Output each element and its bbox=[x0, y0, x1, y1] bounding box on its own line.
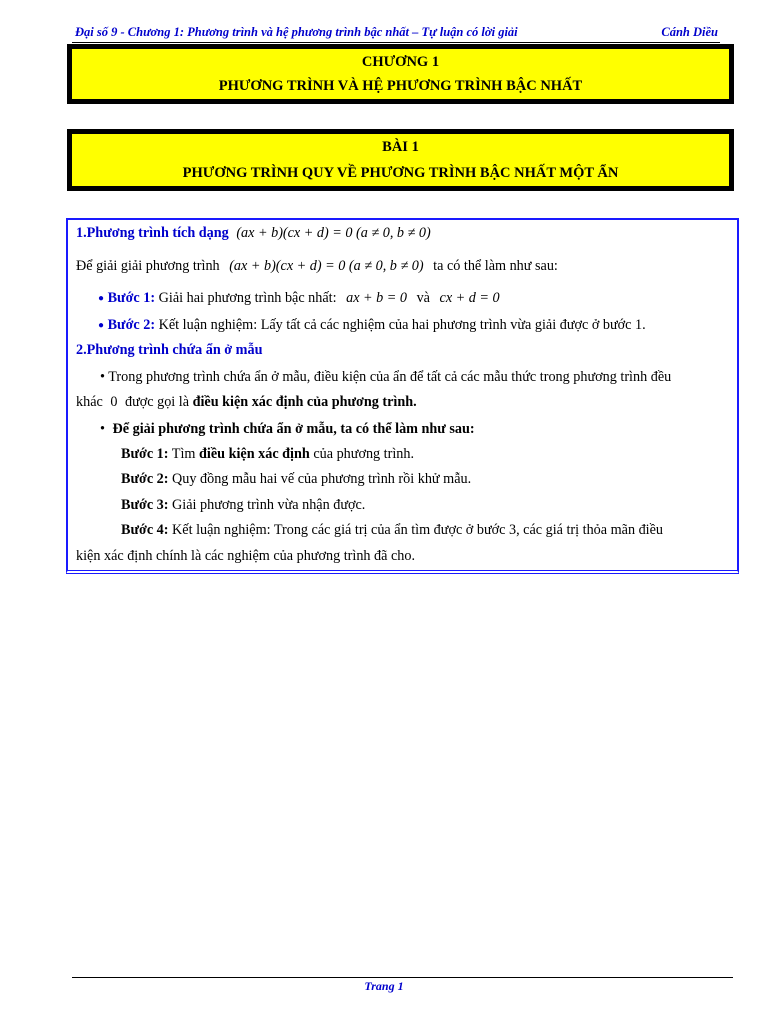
lesson-banner bbox=[67, 129, 734, 191]
chapter-banner bbox=[67, 44, 734, 104]
bullet-icon: ● bbox=[98, 320, 105, 331]
section2-para1-line1 bbox=[100, 369, 671, 386]
intro-tail: ta có thể làm như sau: bbox=[433, 258, 558, 274]
howto-text: Để giải phương trình chứa ẩn ở mẫu, ta có thể làm như sau: bbox=[112, 421, 475, 437]
section2-heading: 2.Phương trình chứa ẩn ở mẫu bbox=[76, 342, 263, 358]
page-number: Trang 1 bbox=[364, 979, 404, 993]
page-header bbox=[72, 24, 720, 43]
intro-text: Để giải giải phương trình bbox=[76, 258, 220, 274]
step1-label: Bước 1: bbox=[107, 290, 156, 306]
lesson-number: BÀI 1 bbox=[382, 139, 419, 155]
s1-bold: điều kiện xác định bbox=[199, 446, 310, 462]
section2-para1-line2 bbox=[76, 394, 417, 411]
header-series: Cánh Diều bbox=[661, 25, 718, 39]
bullet-icon: ● bbox=[98, 293, 105, 304]
s2-label: Bước 2: bbox=[121, 471, 169, 487]
section1-heading-line bbox=[76, 225, 431, 242]
footer-rule bbox=[72, 977, 733, 978]
section2-step3 bbox=[121, 497, 365, 514]
s1-b: của phương trình. bbox=[313, 446, 415, 462]
section2-step1 bbox=[121, 446, 414, 463]
step1-and: và bbox=[416, 290, 430, 306]
s1-a: Tìm bbox=[171, 446, 196, 462]
header-title: Đại số 9 - Chương 1: Phương trình và hệ phương trình bậc nhất – Tự luận có lời giải bbox=[75, 25, 518, 39]
section2-step4-line2 bbox=[76, 548, 415, 565]
s3-text: Giải phương trình vừa nhận được. bbox=[172, 497, 366, 513]
theory-box bbox=[66, 218, 739, 574]
bullet-icon: • bbox=[100, 369, 105, 385]
s1-label: Bước 1: bbox=[121, 446, 169, 462]
section1-intro bbox=[76, 258, 558, 275]
step2-text: Kết luận nghiệm: Lấy tất cả các nghiệm của hai phương trình vừa giải được ở bước 1. bbox=[158, 317, 646, 333]
lesson-title: PHƯƠNG TRÌNH QUY VỀ PHƯƠNG TRÌNH BẬC NHẤT MỘT ẨN bbox=[182, 165, 619, 181]
intro-formula: (ax + b)(cx + d) = 0 (a ≠ 0, b ≠ 0) bbox=[229, 258, 424, 274]
para1-line2-bold: điều kiện xác định của phương trình. bbox=[192, 394, 417, 410]
section1-step2 bbox=[98, 317, 646, 334]
step2-label: Bước 2: bbox=[107, 317, 156, 333]
step1-text: Giải hai phương trình bậc nhất: bbox=[158, 290, 337, 306]
s2-text: Quy đồng mẫu hai vế của phương trình rồi khử mẫu. bbox=[172, 471, 472, 487]
section2-step2 bbox=[121, 471, 471, 488]
para1-zero: 0 bbox=[110, 394, 118, 410]
para1-line1: Trong phương trình chứa ẩn ở mẫu, điều kiện của ẩn để tất cả các mẫu thức trong phương trình đều bbox=[108, 369, 672, 385]
step1-formula-b: cx + d = 0 bbox=[439, 290, 500, 306]
section2-step4 bbox=[121, 522, 663, 539]
step1-formula-a: ax + b = 0 bbox=[346, 290, 408, 306]
para1-line2-a: khác bbox=[76, 394, 103, 410]
section2-heading-line bbox=[76, 342, 262, 359]
section1-step1 bbox=[98, 290, 500, 307]
section2-howto bbox=[100, 421, 475, 438]
s4-label: Bước 4: bbox=[121, 522, 169, 538]
s3-label: Bước 3: bbox=[121, 497, 169, 513]
section1-heading: 1.Phương trình tích dạng bbox=[76, 225, 229, 241]
chapter-title: PHƯƠNG TRÌNH VÀ HỆ PHƯƠNG TRÌNH BẬC NHẤT bbox=[218, 78, 583, 94]
para1-line2-b: được gọi là bbox=[124, 394, 190, 410]
section1-heading-formula: (ax + b)(cx + d) = 0 (a ≠ 0, b ≠ 0) bbox=[236, 225, 431, 241]
chapter-number: CHƯƠNG 1 bbox=[361, 54, 440, 70]
s4-line2: kiện xác định chính là các nghiệm của phương trình đã cho. bbox=[76, 548, 416, 564]
s4-text: Kết luận nghiệm: Trong các giá trị của ẩn tìm được ở bước 3, các giá trị thỏa mãn điều bbox=[172, 522, 664, 538]
bullet-icon: • bbox=[100, 421, 105, 437]
